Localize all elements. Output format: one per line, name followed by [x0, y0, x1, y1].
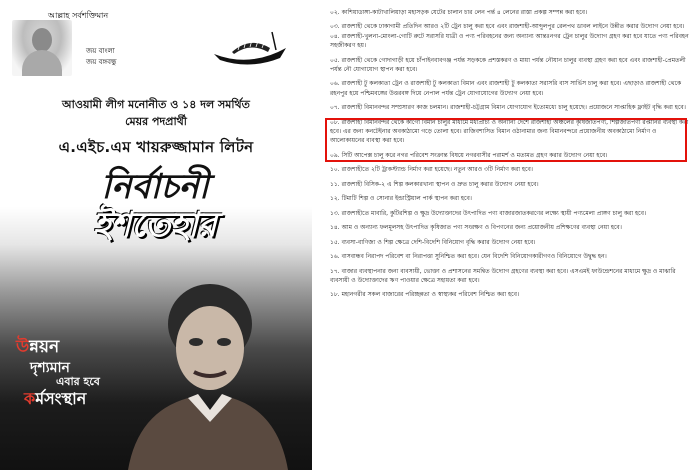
manifesto-list — [330, 8, 690, 305]
manifesto-item-05: ০৫. রাজশাহী থেকে গোদাগাড়ী হয়ে চাঁপাইনবাবগঞ্জ পর্যন্ত সড়ককে প্রশস্তকরণ ও মায়া পর্যন্ত নৌযান চালুর ব্যবস্থা গ্রহণ করা হবে এবং রাজশাহী-প্রেমতলী পর্যন্ত নৌ যোগাযোগ স্থাপন করা হবে। — [330, 56, 686, 73]
candidate-photo — [118, 262, 288, 470]
manifesto-title — [40, 168, 270, 244]
post-line: মেয়র পদপ্রার্থী — [125, 115, 187, 128]
manifesto-item-07: ০৭. রাজশাহী বিমানবন্দর সম্প্রসারণ কাজ চলমান। রাজশাহী-চট্টগ্রাম বিমান যোগাযোগ ইতোমধ্যে চালু হয়েছে। প্রয়োজনে সাপ্তাহিক ফ্লাইট বৃদ্ধি করা হবে। — [330, 104, 686, 112]
top-text: আল্লাহ সর্বশক্তিমান — [48, 11, 109, 20]
manifesto-title-line1: নির্বাচনী — [101, 167, 209, 207]
leader-portrait — [12, 20, 72, 76]
poster-page — [0, 0, 312, 470]
manifesto-title-line2: ইশতেহার — [93, 205, 217, 245]
manifesto-item-02: ০২. কাশিয়াডাঙ্গা-কাটাখালিয়াড়া মহাসড়ক যেটের চালান চার লেন পর্ন্ত ৪ লেনের রাস্তা প্রকল্প সম্পন্ন করা হবে। — [330, 9, 588, 16]
manifesto-item-08: ০৮. রাজশাহী বিমানবন্দর থেকে কার্গো বিমান চালুর মাধ্যমে মধ্যপ্রাচ্য ও অন্যান্য দেশে রাজশাহী অঞ্চলের কৃষিজাতপণ্য, শিল্পজাতপণ্য রপ্তানির ব্যবস্থা করা হবে। এর জন্য কনটেইনার অবকাঠামো গড়ে তোলা হবে। রাজিবশাসিত বিমান ওঠানামার জন্য বিমানবন্দরে প্রয়োজনীয় অবকাঠামো নির্মাণ ও আলোকায়নের ব্যবস্থা করা হবে। — [330, 118, 689, 145]
joy-bangla-text: জয় বাংলা — [86, 47, 115, 55]
manifesto-item-03-04: ০৩. রাজশাহী থেকে ঢাকাগামী প্রতিদিন আরও ২টি ট্রেন চালু করা হবে এবং রাজশাহী-আব্দুলপুর রেলপথ ডাবল লাইনে উন্নীত করার উদ্যোগ নেয়া হবে। ০৪. রাজশাহী-খুলনা-মোংলা-গোটি রুটে সরাসরি যাত্রী ও পণ্য পরিবহনের জন্য অন্যান্য আন্তঃনগর ট্রেন চালুর উদ্যোগ গ্রহণ করা হবে যাতে পণ্য পরিবহন সহজীকরণ হয়। — [330, 23, 689, 50]
slogan-employment-initial: ক — [24, 389, 36, 408]
slogan-now-will-be: এবার হবে — [56, 375, 100, 388]
slogan-development-rest: ন্নয়ন — [29, 337, 60, 357]
joy-bangabandhu-text: জয় বঙ্গবন্ধু — [86, 58, 117, 66]
alliance-line: আওয়ামী লীগ মনোনীত ও ১৪ দল সমর্থিত — [62, 98, 250, 111]
slogan-employment — [24, 386, 86, 413]
manifesto-item-10: ১০. রাজশাহীতে ২টি ট্রাকস্ট্যান্ড নির্মাণ করা হয়েছে। নতুন আরও ৩টি নির্মাণ করা হবে। — [330, 166, 533, 174]
manifesto-item-15: ১৫. ব্যবসা-বাণিজ্য ও শিল্প ক্ষেত্রে দেশি-বিদেশি বিনিয়োগ বৃদ্ধি করার উদ্যোগ নেয়া হবে। — [330, 238, 536, 246]
slogan-employment-rest: র্মসংস্থান — [35, 389, 87, 408]
manifesto-item-16: ১৬. বাসবান্ধব নিরাপদ পরিবেশ বা নিরাপত্তা সুনিশ্চিত করা হবে। যেন বিদেশি বিনিয়োগকারীগণও বিনিয়োগে উদ্বুদ্ধ হন। — [330, 253, 607, 261]
candidate-name: এ.এইচ.এম খায়রুজ্জামান লিটন — [58, 138, 254, 156]
slogan-development-initial: উ — [16, 337, 30, 357]
manifesto-item-11: ১১. রাজশাহী বিসিক-২ এ শিল্প কলকারখানা স্থাপন ও দ্রুত চালু করার উদ্যোগ নেয়া হবে। — [330, 180, 539, 188]
manifesto-item-12: ১২. টিমাটি শিল্প ও সোনার ইন্ডাস্ট্রিয়াল পার্ক স্থাপন করা হবে। — [330, 195, 472, 203]
manifesto-text-page — [318, 0, 696, 470]
manifesto-item-09: ০৯. সিটি আপেক্স চালু করে নগর পরিবেশ সংক্রান্ত বিষয়ে নগরবাসীর পরামর্শ ও মতামত গ্রহণ করার উদ্যোগ নেয়া হবে। — [330, 151, 608, 159]
manifesto-item-06: ০৬. রাজশাহী টু কলকাতা ট্রেন ও রাজশাহী টু কলকাতা বিমান এবং রাজশাহী টু কলকাতা সরাসরি বাস সার্ভিস চালু করা হবে। এছাড়াও রাজশাহী থেকে রহনপুর হয়ে পশ্চিমবঙ্গের উত্তরবঙ্গ দিয়ে নেপাল পর্যন্ত ট্রেন যোগাযোগের উদ্যোগ নেয়া হবে। — [330, 80, 682, 97]
slogan-visible: দৃশ্যমান — [30, 360, 70, 376]
manifesto-item-18: ১৮. মহানগরীর সকল বাজারের পরিচ্ছন্নতা ও স্বাস্থ্যকর পরিবেশ নিশ্চিত করা হবে। — [330, 291, 520, 299]
manifesto-item-14: ১৪. আম ও অন্যান্য ফলমূলসহ উৎপাদিত কৃষিজাত পণ্য সংরক্ষণ ও বিপণনের জন্য প্রয়োজনীয় প্রশিক্ষণের ব্যবস্থা নেয়া হবে। — [330, 224, 622, 232]
manifesto-item-13: ১৩. রাজশাহীতে মাবারি, কুটিরশিল্প ও ক্ষুদ্র উদ্যোক্তাদের উৎপাদিত পণ্য বাজারজাতকরণের লক্ষ্যে স্থায়ী পণ্যমেলা প্রাঙ্গণ চালু করা হবে। — [330, 209, 647, 217]
boat-symbol-icon — [210, 28, 290, 68]
manifesto-item-17: ১৭. বাজার ব্যবস্থাপনার জন্য ব্যবসায়ী, ভোক্তা ও প্রশাসনের সমন্বিত উদ্যোগ গ্রহণের ব্যবস্থা করা হবে। এসএমই ফাউন্ডেশনের মাধ্যমে ক্ষুদ্র ও মাঝারি ব্যবসায়ী ও উদ্যোক্তাদের ঋণ পাওয়ার ক্ষেত্রে সহায়তা করা হবে। — [330, 267, 676, 284]
